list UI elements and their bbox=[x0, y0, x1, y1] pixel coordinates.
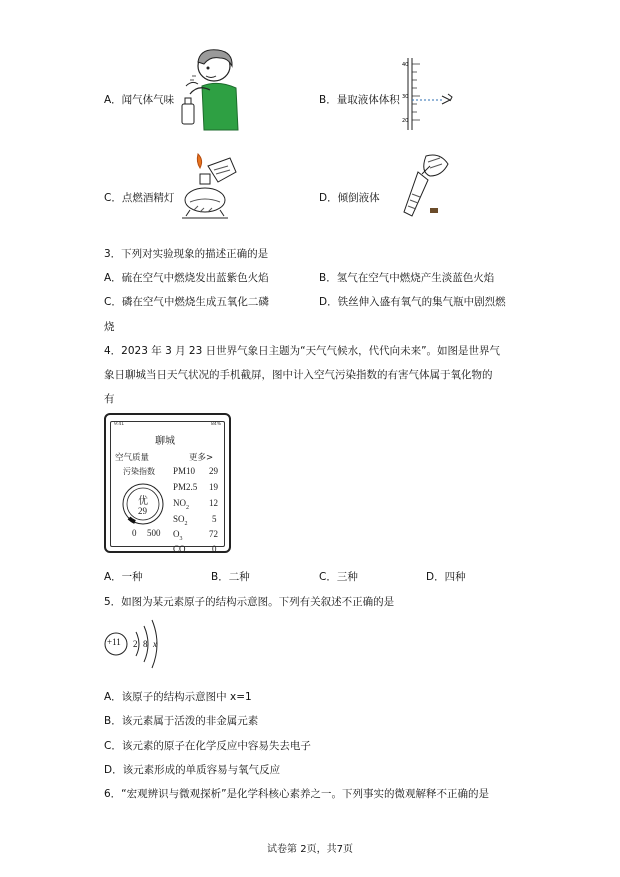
city-name: 聊城 bbox=[155, 436, 175, 447]
q5-stem: 5．如图为某元素原子的结构示意图。下列有关叙述不正确的是 bbox=[104, 596, 395, 608]
pollution-index-label: 污染指数 bbox=[123, 467, 155, 476]
pollutant-value: 5 bbox=[212, 514, 217, 524]
page-footer: 试卷第 2页，共7页 bbox=[267, 844, 353, 855]
smell-gas-icon bbox=[178, 46, 240, 131]
q5-option-c: C．该元素的原子在化学反应中容易失去电子 bbox=[104, 740, 311, 752]
q3-option-d: D．铁丝伸入盛有氧气的集气瓶中剧烈燃 bbox=[319, 296, 506, 308]
phone-screen bbox=[110, 421, 225, 554]
q5-option-a: A．该原子的结构示意图中 x=1 bbox=[104, 691, 252, 703]
q4-option-a: A．一种 bbox=[104, 571, 143, 583]
q3-stem: 3．下列对实验现象的描述正确的是 bbox=[104, 248, 269, 260]
q4-option-c: C．三种 bbox=[319, 571, 358, 583]
pour-liquid-icon bbox=[382, 150, 458, 220]
scale-40: 40 bbox=[402, 62, 409, 68]
pollutant-name: PM10 bbox=[173, 466, 196, 476]
graduated-cylinder-icon bbox=[402, 58, 458, 130]
q4-stem-line-1: 4．2023 年 3 月 23 日世界气象日主题为“天气气候水，代代向未来”。如图是世界气 bbox=[104, 345, 501, 357]
pollutant-value: 29 bbox=[209, 466, 218, 476]
gauge-max: 500 bbox=[147, 528, 161, 538]
shell-3-electrons: x bbox=[153, 639, 157, 649]
pollutant-value: 12 bbox=[209, 498, 218, 508]
atom-structure-diagram bbox=[102, 616, 172, 672]
gauge-label: 优 bbox=[138, 496, 148, 507]
q5-option-b: B．该元素属于活泼的非金属元素 bbox=[104, 715, 259, 727]
q2-option-c: C．点燃酒精灯 bbox=[104, 192, 175, 204]
pollutant-value: 72 bbox=[209, 529, 218, 539]
q4-stem-line-2: 象日聊城当日天气状况的手机截屏，图中计入空气污染指数的有害气体属于氧化物的 bbox=[104, 369, 493, 381]
q4-option-b: B．二种 bbox=[211, 571, 250, 583]
more-link: 更多> bbox=[189, 453, 214, 463]
shell-2-electrons: 8 bbox=[143, 639, 148, 649]
q4-option-d: D．四种 bbox=[426, 571, 466, 583]
pollutant-name: PM2.5 bbox=[173, 482, 198, 492]
pollutant-name: $SO_2$ bbox=[173, 514, 188, 527]
phone-screenshot bbox=[104, 413, 231, 553]
battery-status: 84% bbox=[210, 422, 221, 427]
scale-20: 20 bbox=[402, 118, 409, 124]
status-time: 9:41 bbox=[114, 422, 125, 427]
alcohol-lamp-icon bbox=[178, 152, 240, 220]
pollutant-value: 19 bbox=[209, 482, 218, 492]
q2-option-a: A．闻气体气味 bbox=[104, 94, 175, 106]
pollutant-name: CO bbox=[173, 544, 186, 554]
scale-30: 30 bbox=[402, 94, 409, 100]
nucleus-charge: +11 bbox=[107, 637, 121, 647]
gauge-value: 29 bbox=[138, 506, 147, 516]
q2-option-d: D．倾倒液体 bbox=[319, 192, 380, 204]
shell-1-electrons: 2 bbox=[133, 639, 138, 649]
q3-option-b: B．氢气在空气中燃烧产生淡蓝色火焰 bbox=[319, 272, 495, 284]
air-quality-label: 空气质量 bbox=[115, 453, 150, 463]
q3-option-c: C．磷在空气中燃烧生成五氧化二磷 bbox=[104, 296, 269, 308]
q5-option-d: D．该元素形成的单质容易与氧气反应 bbox=[104, 764, 281, 776]
q4-stem-line-3: 有 bbox=[104, 393, 115, 405]
pollutant-name: $NO_2$ bbox=[173, 498, 189, 511]
gauge-min: 0 bbox=[132, 528, 137, 538]
q3-option-d-continued: 烧 bbox=[104, 321, 115, 333]
pollutant-name: $O_3$ bbox=[173, 529, 183, 542]
q6-stem: 6．“宏观辨识与微观探析”是化学科核心素养之一。下列事实的微观解释不正确的是 bbox=[104, 788, 490, 800]
q2-option-b: B．量取液体体积 bbox=[319, 94, 400, 106]
pollutant-value: 0 bbox=[212, 544, 217, 554]
q3-option-a: A．硫在空气中燃烧发出蓝紫色火焰 bbox=[104, 272, 269, 284]
